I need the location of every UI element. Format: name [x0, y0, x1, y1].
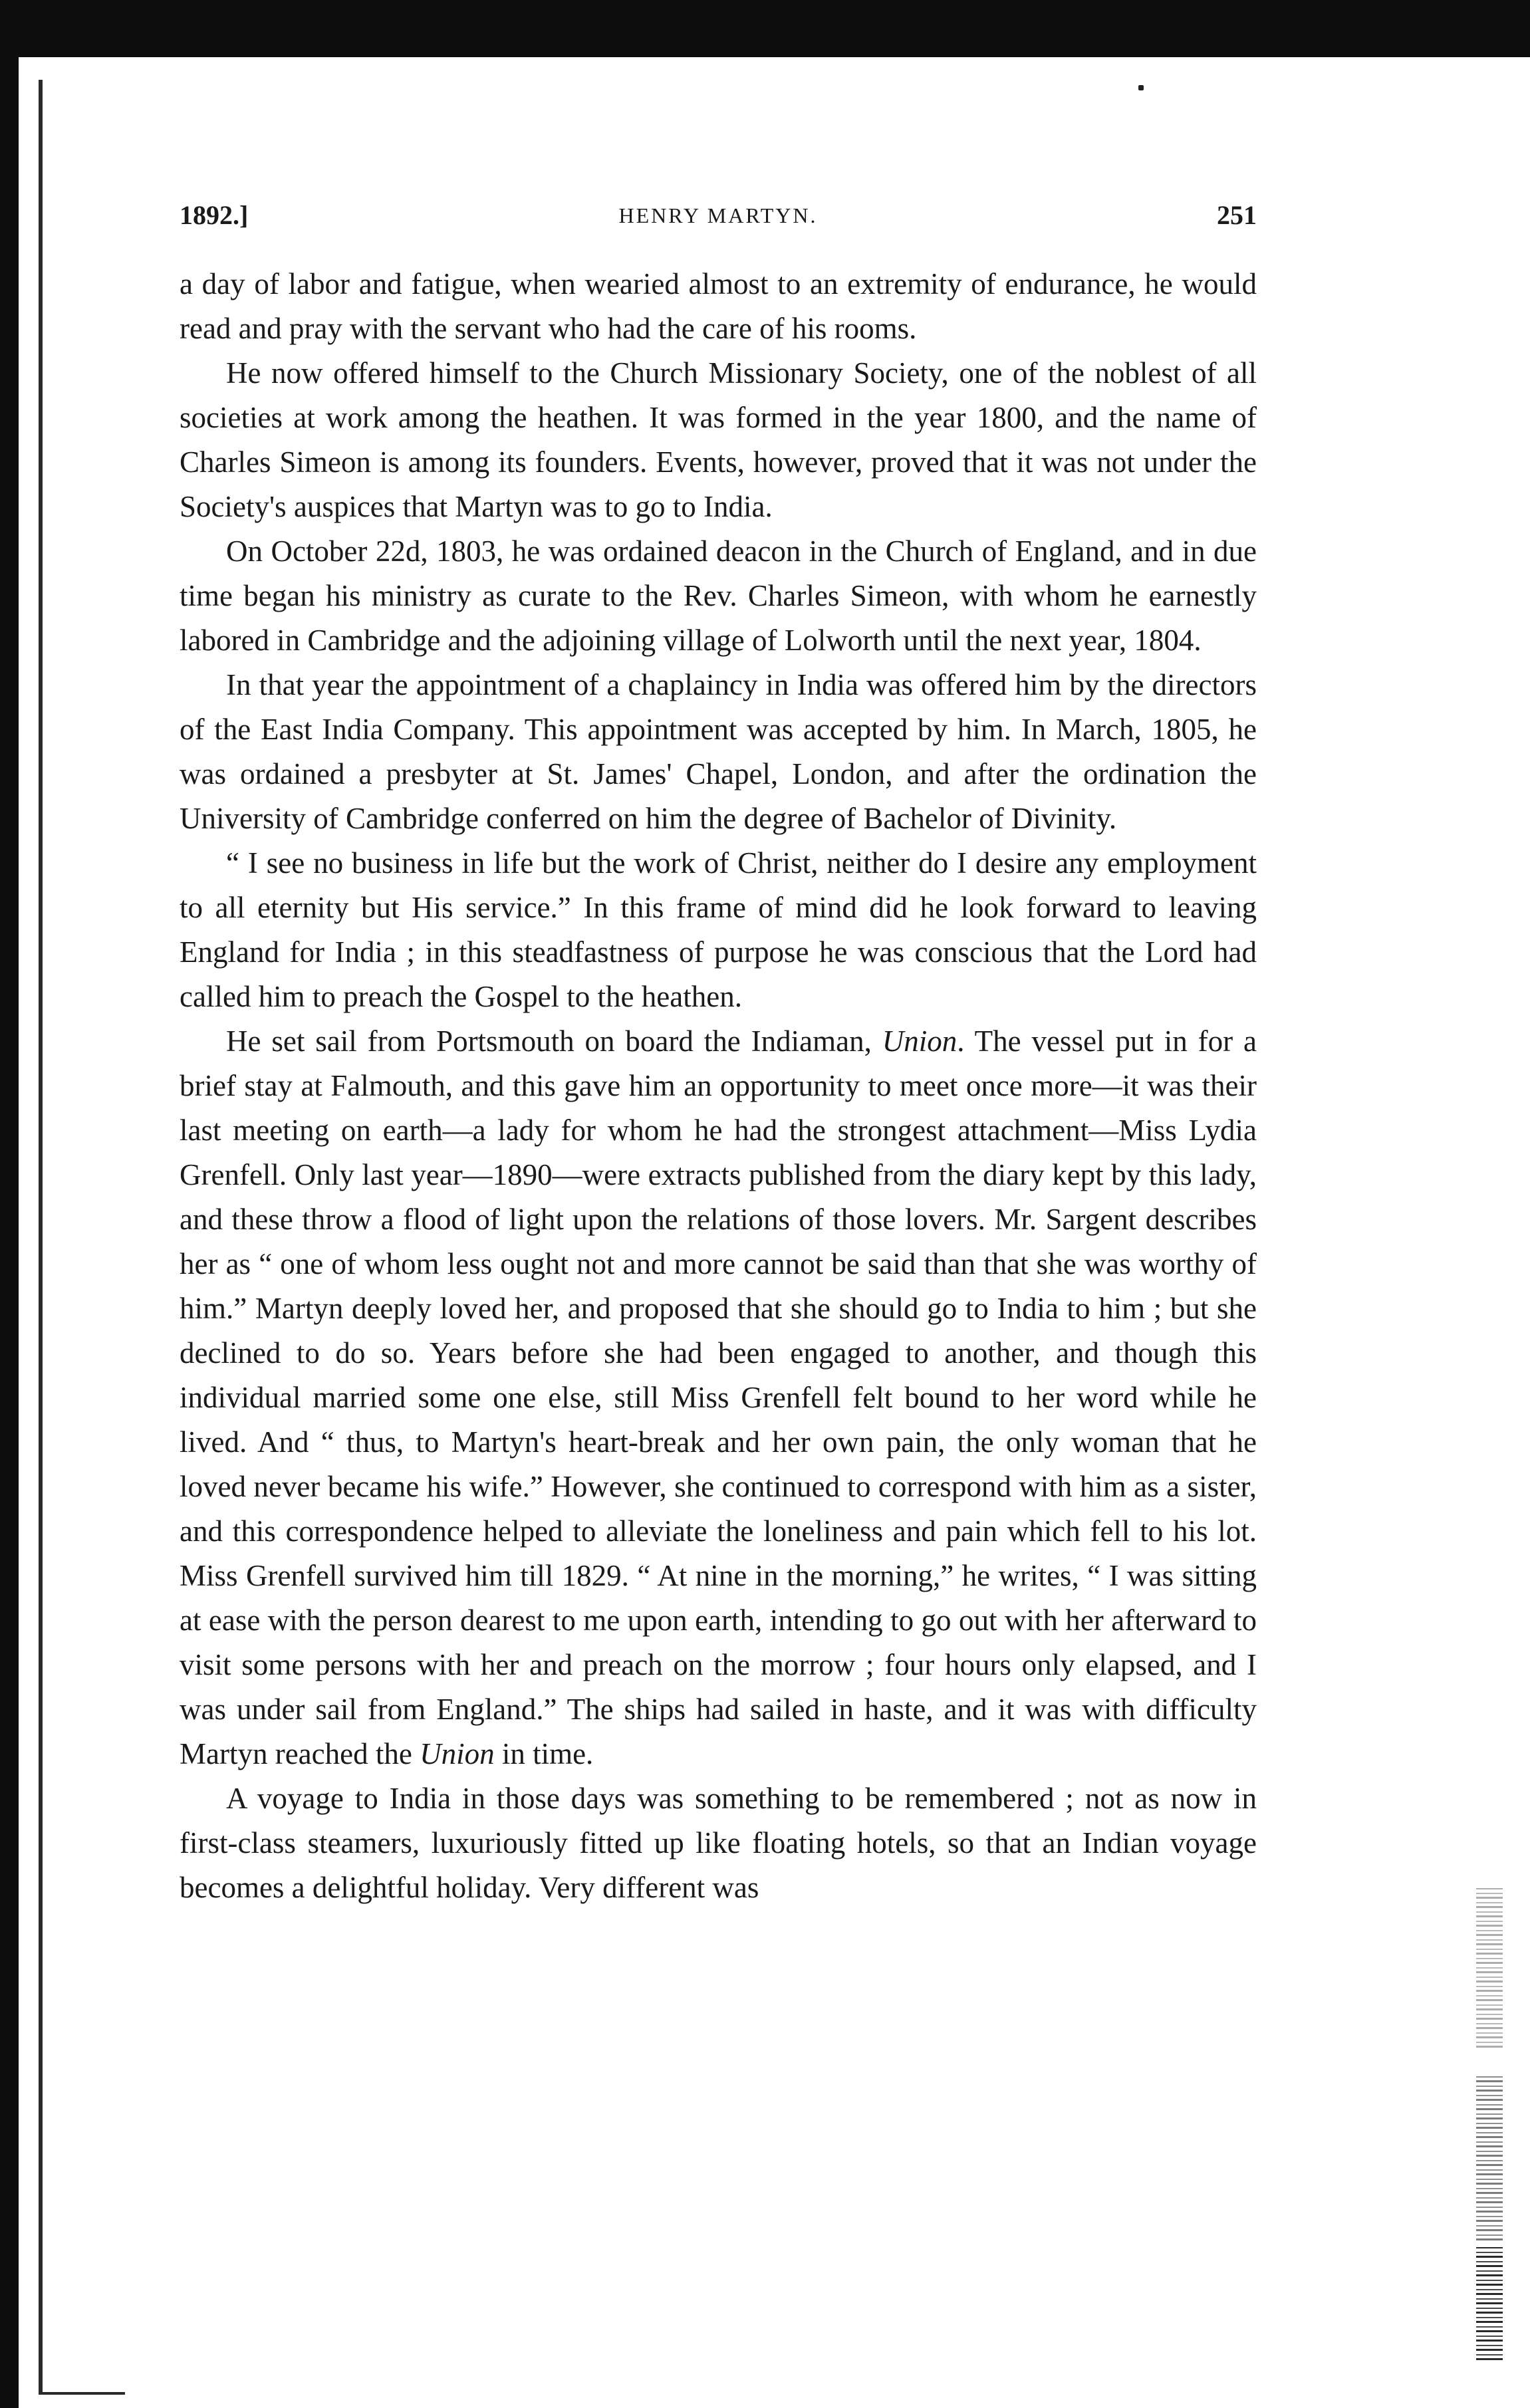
paragraph-text: He now offered himself to the Church Missionary Society, one of the noblest of all societies at work among the heathen. It was formed in the year 1800, and the name of Charles Simeon is among its founders. Events, however, proved that it was not under the Society's auspices that Martyn was to go to India.: [180, 356, 1257, 523]
paragraph-3: [180, 529, 1257, 663]
running-head-title: HENRY MARTYN.: [618, 203, 818, 227]
running-head: [180, 199, 1257, 239]
paragraph-4: [180, 663, 1257, 841]
body-text: [180, 262, 1257, 1910]
scan-bottom-rule: [39, 2392, 125, 2395]
paragraph-text: A voyage to India in those days was something to be remembered ; not as now in first-class steamers, luxuriously fitted up like floating hotels, so that an Indian voyage becomes a delightful holiday. Very different was: [180, 1782, 1257, 1904]
scan-inner-rule: [39, 80, 43, 2393]
scan-border-left: [0, 0, 19, 2408]
page-number: 251: [1217, 200, 1257, 230]
paragraph-5: [180, 841, 1257, 1019]
scan-border-top: [0, 0, 1530, 57]
paragraph-text: . The vessel put in for a brief stay at Falmouth, and this gave him an opportunity to meet once more—it was their last meeting on earth—a lady for whom he had the strongest attachment—Miss Lydia Grenfell. Only last year—1890—were extracts published from the diary kept by this lady, and these throw a flood of light upon the relations of those lovers. Mr. Sargent describes her as “ one of whom less ought not and more cannot be said than that she was worthy of him.” Martyn deeply loved her, and proposed that she should go to India to him ; but she declined to do so. Years before she had been engaged to another, and though this individual married some one else, still Miss Grenfell felt bound to her word while he lived. And “ thus, to Martyn's heart-break and her own pain, the only woman that he loved never became his wife.” However, she continued to correspond with him as a sister, and this correspondence helped to alleviate the loneliness and pain which fell to his lot. Miss Grenfell survived him till 1829. “ At nine in the morning,” he writes, “ I was sitting at ease with the person dearest to me upon earth, intending to go out with her afterward to visit some persons with her and preach on the morrow ; four hours only elapsed, and I was under sail from England.” The ships had sailed in haste, and it was with difficulty Martyn reached the: [180, 1024, 1257, 1770]
paragraph-text: in time.: [494, 1737, 594, 1770]
paragraph-text: In that year the appointment of a chaplaincy in India was offered him by the directors of the East India Company. This appointment was accepted by him. In March, 1805, he was ordained a presbyter at St. James' Chapel, London, and after the ordination the University of Cambridge conferred on him the degree of Bachelor of Divinity.: [180, 668, 1257, 835]
book-page: [180, 199, 1257, 1910]
paragraph-text: a day of labor and fatigue, when wearied almost to an extremity of endurance, he would read and pray with the servant who had the care of his rooms.: [180, 267, 1257, 345]
ship-name-italic: Union: [882, 1024, 957, 1058]
scan-edge-noise: [1476, 2247, 1503, 2360]
running-head-date: 1892.]: [180, 200, 249, 230]
scan-speck: [1138, 85, 1144, 90]
paragraph-text: On October 22d, 1803, he was ordained deacon in the Church of England, and in due time began his ministry as curate to the Rev. Charles Simeon, with whom he earnestly labored in Cambridge and the adjoining village of Lolworth until the next year, 1804.: [180, 535, 1257, 657]
ship-name-italic: Union: [420, 1737, 495, 1770]
scan-edge-noise: [1476, 2074, 1503, 2240]
paragraph-2: [180, 351, 1257, 529]
paragraph-6: [180, 1019, 1257, 1776]
paragraph-7: [180, 1776, 1257, 1910]
scan-edge-noise: [1476, 1888, 1503, 2048]
paragraph-1: [180, 262, 1257, 351]
paragraph-text: “ I see no business in life but the work of Christ, neither do I desire any employment to all eternity but His service.” In this frame of mind did he look forward to leaving England for India ; in this steadfastness of purpose he was conscious that the Lord had called him to preach the Gospel to the heathen.: [180, 846, 1257, 1013]
paragraph-text: He set sail from Portsmouth on board the Indiaman,: [226, 1024, 882, 1058]
